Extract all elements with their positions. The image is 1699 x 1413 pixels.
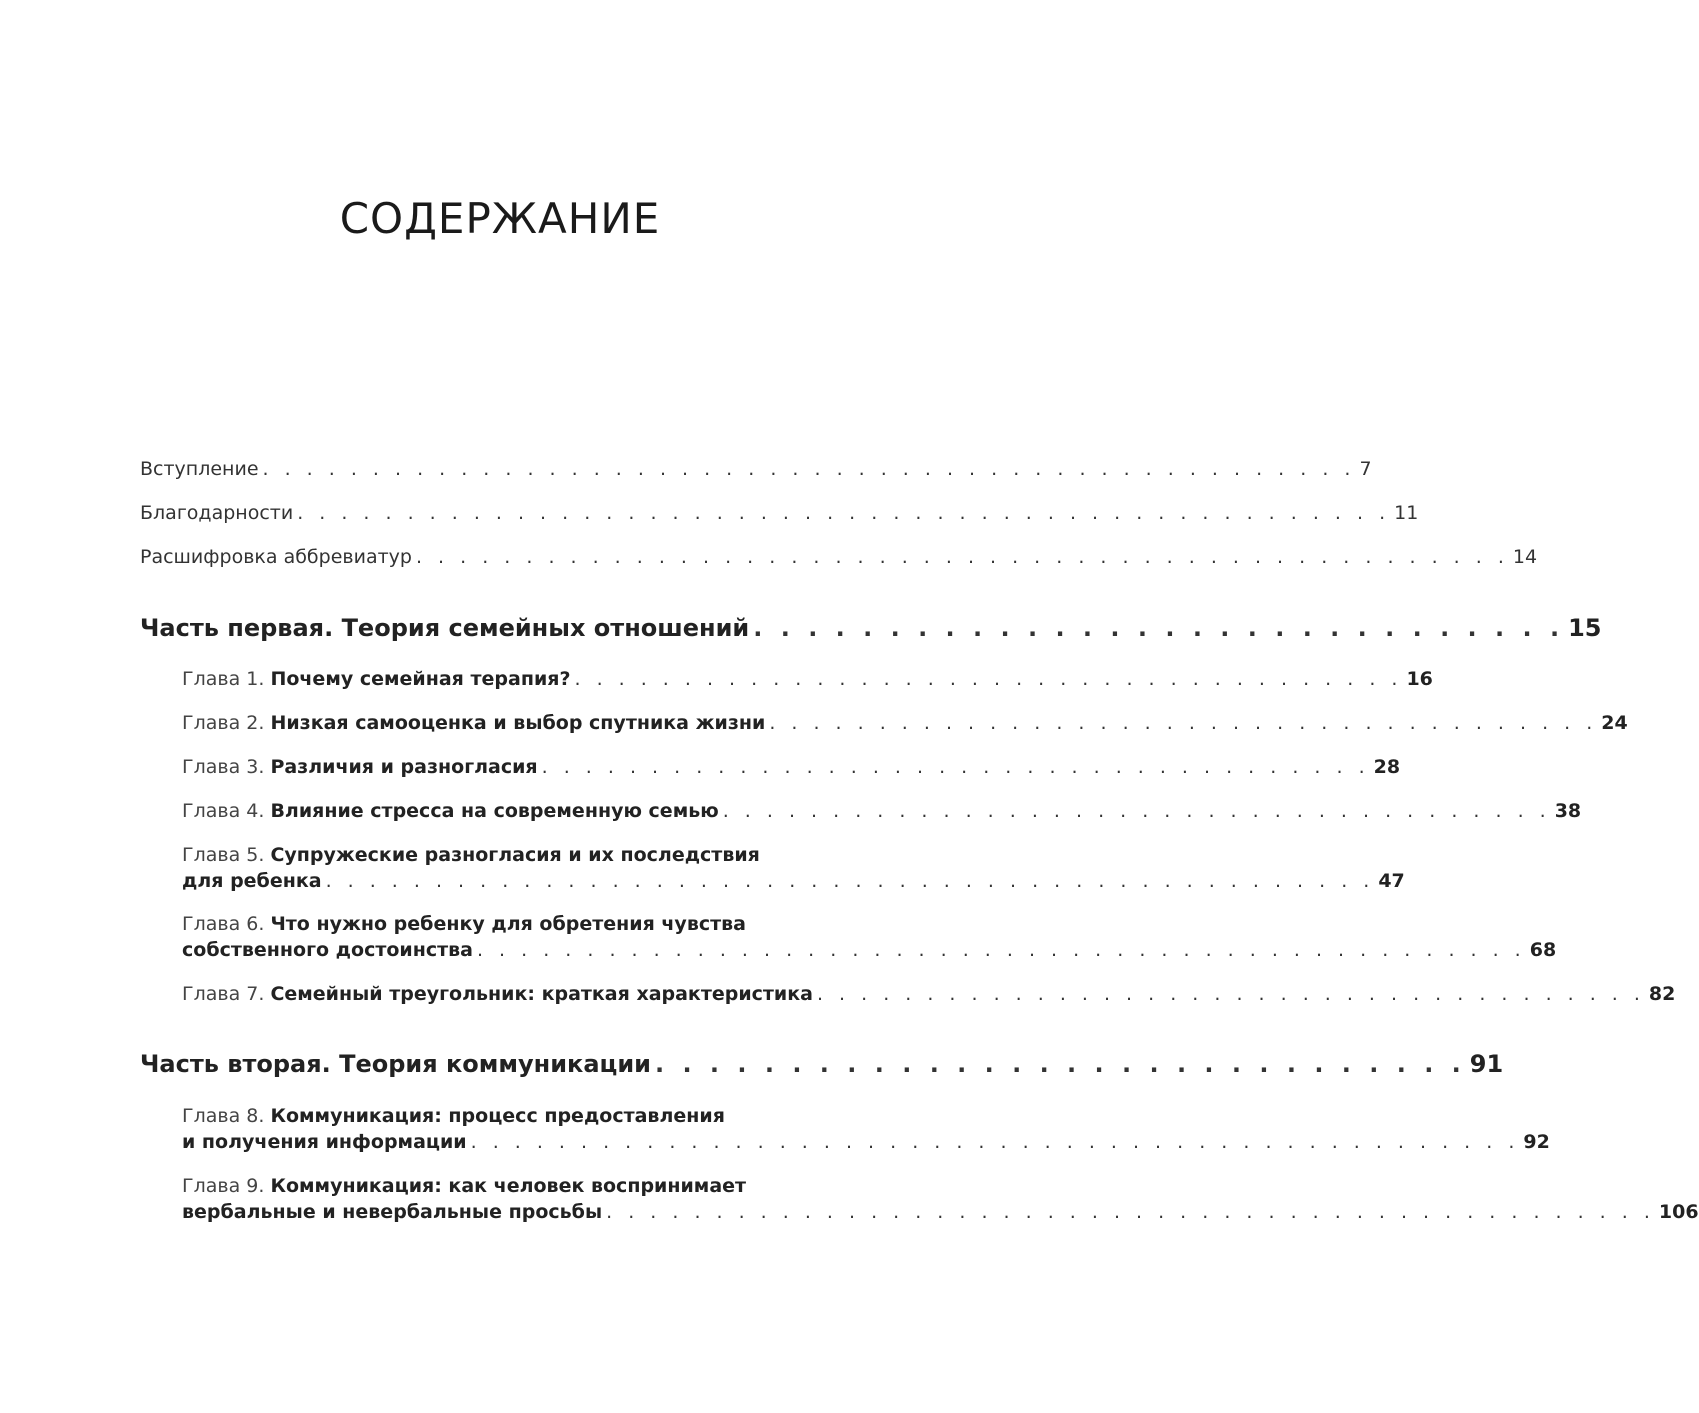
toc-chapter-2[interactable] xyxy=(182,710,1628,736)
leader-dots: . . . . . . . . . . . . . . . . . . . . . . . . . . . . . . . . . . . . . . xyxy=(541,756,1370,778)
leader-dots: . . . . . . . . . . . . . . . . . . . . . . . . . . . . . . . . . . . . . . xyxy=(769,712,1598,734)
chapter-title-continued: вербальные и невербальные просьбы xyxy=(182,1201,603,1223)
chapter-title: Супружеские разногласия и их последствия xyxy=(270,844,760,866)
chapter-title: Что нужно ребенку для обретения чувства xyxy=(270,913,746,935)
toc-part-2[interactable] xyxy=(140,1050,1504,1078)
toc-chapter-8[interactable] xyxy=(182,1103,1550,1155)
chapter-prefix: Глава 1. xyxy=(182,668,265,690)
chapter-page: 24 xyxy=(1601,712,1628,734)
chapter-title-continued: и получения информации xyxy=(182,1131,467,1153)
toc-part-page: 15 xyxy=(1568,614,1602,642)
toc-entry-abbreviations[interactable] xyxy=(140,544,1538,570)
page-title: СОДЕРЖАНИЕ xyxy=(339,194,661,243)
toc-chapter-9[interactable] xyxy=(182,1173,1699,1225)
leader-dots: . . . . . . . . . . . . . . . . . . . . . . . . . . . . . . . . . . . . . . xyxy=(574,668,1403,690)
toc-chapter-6[interactable] xyxy=(182,911,1557,963)
chapter-prefix: Глава 6. xyxy=(182,913,265,935)
toc-entry-label: Благодарности xyxy=(140,502,294,524)
toc-part-title: Часть вторая. Теория коммуникации xyxy=(140,1050,651,1078)
leader-dots: . . . . . . . . . . . . . . . . . . . . . . . . . . . . . . xyxy=(654,1050,1466,1078)
chapter-page: 38 xyxy=(1554,800,1582,822)
leader-dots: . . . . . . . . . . . . . . . . . . . . . . . . . . . . . . . . . . . . . . . . . . . . . . . . xyxy=(325,870,1375,892)
chapter-page: 106 xyxy=(1658,1201,1699,1223)
chapter-prefix: Глава 8. xyxy=(182,1105,265,1127)
toc-entry-acknowledgements[interactable] xyxy=(140,500,1419,526)
chapter-title: Влияние стресса на современную семью xyxy=(270,800,719,822)
toc-entry-page: 11 xyxy=(1394,502,1419,524)
chapter-page: 28 xyxy=(1373,756,1401,778)
toc-chapter-7[interactable] xyxy=(182,981,1676,1007)
chapter-page: 68 xyxy=(1529,939,1557,961)
chapter-title-continued: для ребенка xyxy=(182,870,322,892)
toc-chapter-5[interactable] xyxy=(182,842,1405,894)
chapter-prefix: Глава 7. xyxy=(182,983,265,1005)
toc-part-1[interactable] xyxy=(140,614,1602,642)
chapter-title: Низкая самооценка и выбор спутника жизни xyxy=(270,712,766,734)
chapter-prefix: Глава 3. xyxy=(182,756,265,778)
toc-chapter-4[interactable] xyxy=(182,798,1582,824)
toc-chapter-3[interactable] xyxy=(182,754,1401,780)
chapter-title-continued: собственного достоинства xyxy=(182,939,473,961)
leader-dots: . . . . . . . . . . . . . . . . . . . . . . . . . . . . . . . . . . . . . . . . . . . . . . . . xyxy=(606,1201,1655,1223)
leader-dots: . . . . . . . . . . . . . . . . . . . . . . . . . . . . . . . . . . . . . . xyxy=(722,800,1551,822)
toc-chapter-1[interactable] xyxy=(182,666,1433,692)
toc-entry-introduction[interactable] xyxy=(140,456,1372,482)
chapter-page: 92 xyxy=(1523,1131,1550,1153)
chapter-page: 16 xyxy=(1406,668,1433,690)
chapter-title: Различия и разногласия xyxy=(270,756,538,778)
leader-dots: . . . . . . . . . . . . . . . . . . . . . . . . . . . . . . . . . . . . . . . . . . . . . . . . xyxy=(470,1131,1520,1153)
chapter-page: 82 xyxy=(1648,983,1676,1005)
toc-entry-page: 14 xyxy=(1512,546,1538,568)
leader-dots: . . . . . . . . . . . . . . . . . . . . . . . . . . . . . . . . . . . . . . . . . . . . . . . . . . xyxy=(262,458,1356,480)
toc-entry-label: Вступление xyxy=(140,458,259,480)
leader-dots: . . . . . . . . . . . . . . . . . . . . . . . . . . . . . . xyxy=(753,614,1565,642)
chapter-prefix: Глава 4. xyxy=(182,800,265,822)
leader-dots: . . . . . . . . . . . . . . . . . . . . . . . . . . . . . . . . . . . . . . xyxy=(816,983,1645,1005)
toc-part-page: 91 xyxy=(1469,1050,1504,1078)
chapter-prefix: Глава 9. xyxy=(182,1175,265,1197)
toc-entry-label: Расшифровка аббревиатур xyxy=(140,546,412,568)
chapter-title: Семейный треугольник: краткая характеристика xyxy=(270,983,813,1005)
chapter-title: Коммуникация: процесс предоставления xyxy=(270,1105,725,1127)
chapter-title: Почему семейная терапия? xyxy=(270,668,571,690)
chapter-prefix: Глава 5. xyxy=(182,844,265,866)
chapter-page: 47 xyxy=(1378,870,1405,892)
leader-dots: . . . . . . . . . . . . . . . . . . . . . . . . . . . . . . . . . . . . . . . . . . . . . . . . . . xyxy=(415,546,1509,568)
toc-part-title: Часть первая. Теория семейных отношений xyxy=(140,614,750,642)
leader-dots: . . . . . . . . . . . . . . . . . . . . . . . . . . . . . . . . . . . . . . . . . . . . . . . . xyxy=(476,939,1526,961)
toc-entry-page: 7 xyxy=(1359,458,1372,480)
chapter-prefix: Глава 2. xyxy=(182,712,265,734)
chapter-title: Коммуникация: как человек воспринимает xyxy=(270,1175,747,1197)
leader-dots: . . . . . . . . . . . . . . . . . . . . . . . . . . . . . . . . . . . . . . . . . . . . . . . . . . xyxy=(297,502,1391,524)
